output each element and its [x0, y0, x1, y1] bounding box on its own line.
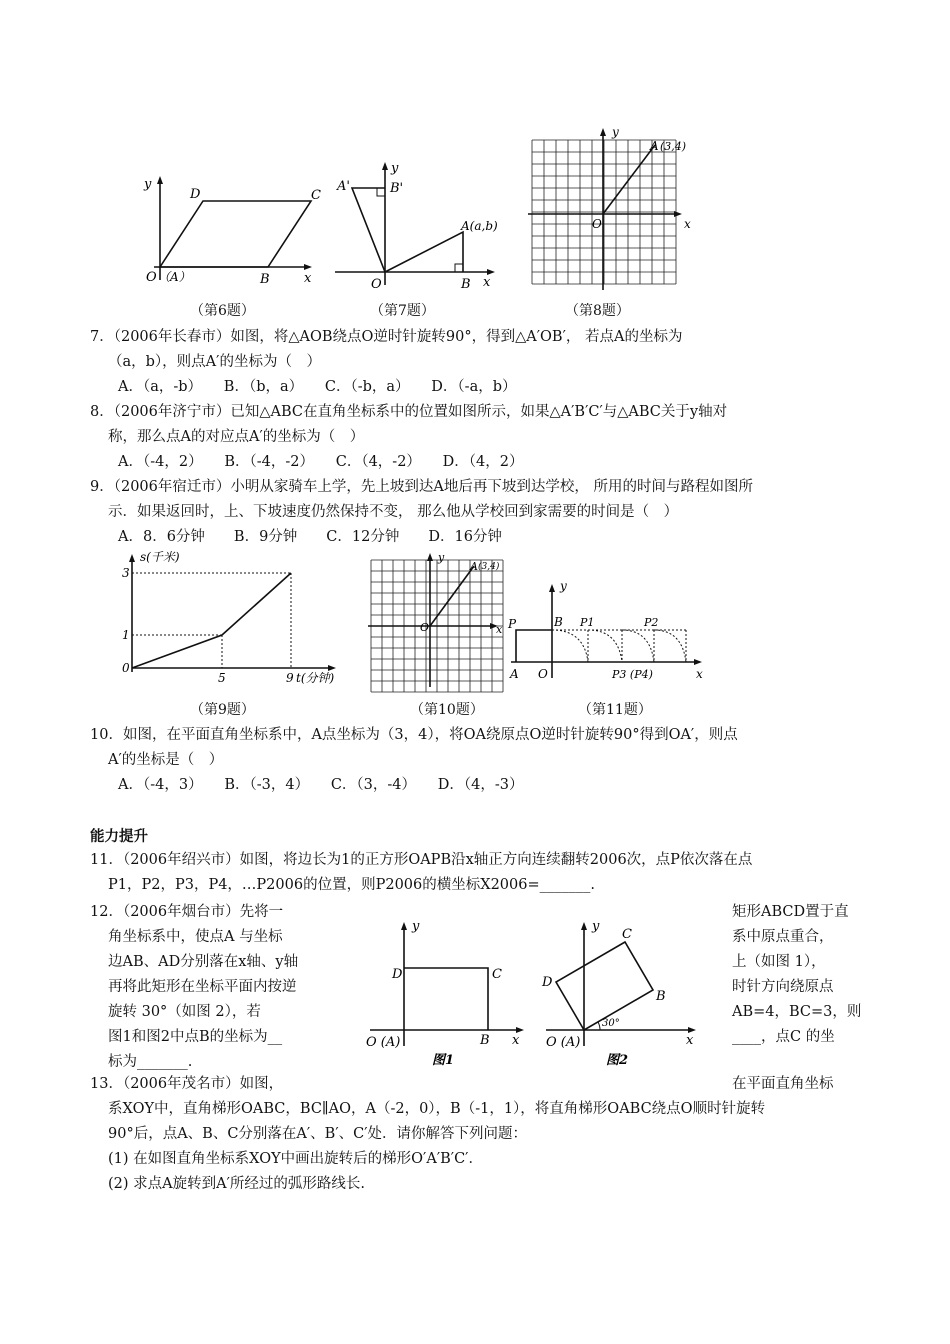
q12-left-line: 图1和图2中点B的坐标为__: [108, 1029, 283, 1045]
label-p1: P1: [580, 616, 595, 629]
q7-line2: （a，b），则点A′的坐标为（ ）: [108, 354, 321, 370]
q8-options: A．（-4，2） B．（-4，-2） C．（4，-2） D．（4，2）: [118, 454, 524, 470]
segment-oa: [603, 145, 655, 214]
label-y: y: [612, 125, 619, 139]
label-y: y: [560, 579, 567, 593]
label-x: x: [696, 667, 703, 681]
label-a: A(a,b): [461, 219, 498, 233]
q8-line2: 称，那么点A的对应点A′的坐标为（ ）: [108, 429, 365, 445]
figure-q8: [528, 125, 698, 293]
label-d: D: [542, 975, 553, 990]
label-a: A: [510, 667, 519, 681]
q8-line1: 8．（2006年济宁市）已知△ABC在直角坐标系中的位置如图所示，如果△A′B′C′与△ABC关于y轴对: [90, 404, 728, 420]
label-x: x: [684, 217, 691, 231]
label-y: y: [144, 177, 152, 192]
caption-q6: （第6题）: [190, 303, 255, 319]
label-b: B: [480, 1033, 490, 1048]
label-p: P: [508, 617, 517, 631]
label-o: O: [371, 277, 382, 292]
label-p2: P2: [644, 616, 659, 629]
figure-q12-fig2: [540, 918, 710, 1068]
square-opab: [516, 630, 552, 662]
triangle-rotated: [352, 188, 385, 272]
parallelogram: [160, 201, 311, 267]
q12-left-line: 角坐标系中，使点A 与坐标: [108, 929, 283, 945]
q13-line2: 系XOY中，直角梯形OABC，BC∥AO，A（-2，0），B（-1，1），将直角梯形OABC绕点O顺时针旋转: [108, 1101, 766, 1117]
q10-options: A．（-4，3） B．（-3，4） C．（3，-4） D．（4，-3）: [118, 777, 524, 793]
label-y: y: [412, 919, 420, 934]
caption-q7: （第7题）: [370, 303, 435, 319]
q12-left-line: 再将此矩形在坐标平面内按逆: [108, 979, 297, 995]
label-s: s(千米): [140, 550, 180, 564]
q9-line2: 示．如果返回时，上、下坡速度仍然保持不变， 那么他从学校回到家需要的时间是（ ）: [108, 504, 679, 520]
q7-options: A．（a，-b） B．（b，a） C．（-b，a） D．（-a，b）: [118, 379, 517, 395]
label-b-prime: B': [390, 181, 404, 196]
triangle-original: [385, 232, 463, 272]
tick-9: 9: [286, 671, 294, 685]
q12-left-line: 12．（2006年烟台市）先将一: [90, 904, 284, 920]
figure-q10: [368, 553, 518, 693]
label-a: A: [470, 560, 478, 573]
q13-line1-left: 13．（2006年茂名市）如图，: [90, 1076, 284, 1092]
label-angle: 30°: [602, 1018, 620, 1029]
q9-options: A．8．6分钟 B．9分钟 C．12分钟 D．16分钟: [118, 529, 502, 545]
label-o: O (A): [366, 1035, 401, 1050]
q13-part2: (2) 求点A旋转到A′所经过的弧形路线长.: [108, 1176, 365, 1192]
label-b: B: [260, 272, 270, 287]
label-o: O: [538, 667, 548, 681]
figure-q9: [110, 550, 350, 690]
q13-line3: 90°后，点A、B、C分别落在A′、B′、C′处．请你解答下列问题：: [108, 1126, 528, 1142]
label-y: y: [592, 919, 600, 934]
label-c: C: [622, 927, 632, 942]
caption-fig2: 图2: [606, 1053, 629, 1068]
label-a: （A）: [158, 270, 191, 284]
caption-q10: （第10题）: [410, 702, 484, 718]
q12-right-text: [732, 900, 861, 1050]
label-x: x: [686, 1033, 694, 1048]
caption-q9: （第9题）: [190, 702, 255, 718]
label-y: y: [438, 551, 445, 564]
label-b: B: [461, 277, 471, 292]
label-d: D: [190, 187, 201, 202]
caption-q11: （第11题）: [578, 702, 652, 718]
label-o: O: [592, 217, 602, 231]
label-t: t(分钟): [296, 671, 335, 685]
q10-line1: 10．如图，在平面直角坐标系中，A点坐标为（3，4），将OA绕原点O逆时针旋转90°得到OA′，则点: [90, 727, 738, 743]
q12-right-line: AB=4，BC=3，则: [732, 1004, 862, 1020]
caption-fig1: 图1: [432, 1053, 455, 1068]
label-y: y: [391, 161, 399, 176]
label-x: x: [483, 275, 491, 290]
q12-left-text: [90, 900, 298, 1075]
q12-right-line: 矩形ABCD置于直: [732, 904, 849, 920]
q13-part1: (1) 在如图直角坐标系XOY中画出旋转后的梯形O′A′B′C′．: [108, 1151, 483, 1167]
tick-3: 3: [122, 566, 130, 580]
label-a: A: [650, 139, 659, 153]
tick-5: 5: [218, 671, 226, 685]
q12-left-line: 标为_______.: [108, 1054, 193, 1070]
q12-left-line: 边AB、AD分别落在x轴、y轴: [108, 954, 299, 970]
tick-1: 1: [122, 628, 130, 642]
label-coord: (3,4): [478, 562, 500, 572]
q12-right-line: 系中原点重合，: [732, 929, 834, 945]
label-x: x: [512, 1033, 520, 1048]
label-o: O (A): [546, 1035, 581, 1050]
rotated-rectangle: [556, 942, 653, 1030]
tick-origin: 0: [122, 661, 130, 675]
q12-left-line: 旋转 30°（如图 2），若: [108, 1004, 261, 1020]
label-d: D: [392, 967, 403, 982]
label-coord: (3,4): [660, 140, 687, 153]
rectangle-abcd: [404, 968, 488, 1030]
q12-right-line: ____，点C 的坐: [732, 1029, 835, 1045]
label-o: O: [420, 621, 430, 634]
q11-line1: 11．（2006年绍兴市）如图，将边长为1的正方形OAPB沿x轴正方向连续翻转2006次，点P依次落在点: [90, 852, 753, 868]
q9-line1: 9．（2006年宿迁市）小明从家骑车上学，先上坡到达A地后再下坡到达学校， 所用的时间与路程如图所: [90, 479, 753, 495]
section-title: 能力提升: [90, 829, 148, 845]
label-a-prime: A': [337, 179, 350, 194]
q10-line2: A′的坐标是（ ）: [108, 752, 224, 768]
q7-line1: 7．（2006年长春市）如图，将△AOB绕点O逆时针旋转90°，得到△A′OB′， 若点A的坐标为: [90, 329, 683, 345]
label-c: C: [492, 967, 502, 982]
q12-right-line: 上（如图 1），: [732, 954, 826, 970]
label-c: C: [311, 188, 321, 203]
caption-q8: （第8题）: [565, 303, 630, 319]
label-o: O: [146, 270, 157, 285]
figure-q6: [128, 170, 321, 290]
label-x: x: [304, 271, 312, 286]
q13-line1-right: 在平面直角坐标: [732, 1076, 834, 1092]
q11-line2: P1，P2，P3，P4，…P2006的位置，则P2006的横坐标X2006=_______.: [108, 877, 595, 893]
distance-line: [132, 573, 291, 668]
q12-right-line: 时针方向绕原点: [732, 979, 834, 995]
label-b: B: [554, 615, 563, 629]
figure-q7: [335, 160, 505, 295]
label-b: B: [656, 989, 666, 1004]
figure-q11: [506, 578, 716, 686]
figure-q12-fig1: [362, 918, 532, 1068]
label-x: x: [496, 623, 503, 636]
label-p3-p4: P3 (P4): [612, 668, 653, 681]
